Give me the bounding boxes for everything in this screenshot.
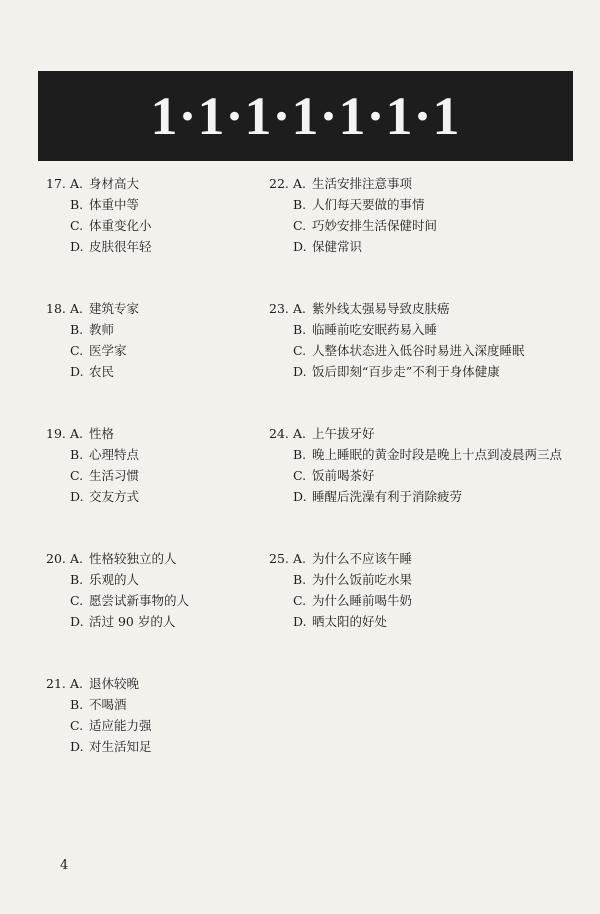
option-letter: C. — [70, 468, 84, 483]
option-letter: B. — [70, 197, 84, 212]
option-row — [293, 486, 589, 507]
question-20 — [46, 548, 261, 632]
option-text: 睡醒后洗澡有利于消除疲劳 — [312, 489, 463, 504]
option-text: 性格 — [89, 426, 115, 441]
option-row — [70, 569, 261, 590]
option-text: 生活安排注意事项 — [312, 176, 413, 191]
option-letter: C. — [70, 718, 84, 733]
option-letter: A. — [293, 176, 307, 191]
option-row — [269, 423, 589, 444]
option-letter: A. — [70, 301, 84, 316]
option-letter: A. — [70, 551, 84, 566]
question-18 — [46, 298, 261, 382]
option-text: 饭后即刻“百步走”不利于身体健康 — [312, 364, 500, 379]
option-text: 生活习惯 — [89, 468, 140, 483]
option-row — [70, 361, 261, 382]
option-row — [70, 319, 261, 340]
option-text: 晚上睡眠的黄金时段是晚上十点到凌晨两三点 — [312, 447, 563, 462]
option-text: 性格较独立的人 — [89, 551, 177, 566]
option-text: 活过 90 岁的人 — [89, 614, 176, 629]
option-letter: B. — [70, 572, 84, 587]
option-row — [293, 236, 589, 257]
option-row — [70, 465, 261, 486]
option-letter: D. — [70, 739, 84, 754]
option-text: 对生活知足 — [89, 739, 152, 754]
option-text: 教师 — [89, 322, 115, 337]
question-24 — [269, 423, 589, 507]
option-text: 人们每天要做的事情 — [312, 197, 425, 212]
option-text: 保健常识 — [312, 239, 363, 254]
option-letter: A. — [293, 551, 307, 566]
question-number: 21. — [46, 676, 66, 691]
option-text: 上午拔牙好 — [312, 426, 375, 441]
question-17 — [46, 173, 261, 257]
option-row — [70, 194, 261, 215]
option-letter: C. — [293, 468, 307, 483]
option-letter: B. — [293, 197, 307, 212]
option-letter: A. — [70, 676, 84, 691]
option-letter: D. — [70, 239, 84, 254]
option-row — [269, 298, 589, 319]
questions-right-column — [269, 173, 589, 632]
option-text: 晒太阳的好处 — [312, 614, 388, 629]
option-letter: B. — [293, 447, 307, 462]
header-banner — [38, 71, 573, 161]
option-letter: C. — [70, 218, 84, 233]
option-text: 乐观的人 — [89, 572, 140, 587]
option-row — [70, 694, 261, 715]
option-letter: D. — [70, 614, 84, 629]
option-row — [293, 340, 589, 361]
option-row — [293, 319, 589, 340]
option-text: 交友方式 — [89, 489, 140, 504]
option-letter: A. — [293, 301, 307, 316]
option-letter: B. — [70, 447, 84, 462]
option-row — [293, 444, 589, 465]
option-row — [293, 215, 589, 236]
question-number: 20. — [46, 551, 66, 566]
option-text: 愿尝试新事物的人 — [89, 593, 190, 608]
question-number: 17. — [46, 176, 66, 191]
option-text: 人整体状态进入低谷时易进入深度睡眠 — [312, 343, 525, 358]
question-23 — [269, 298, 589, 382]
option-letter: C. — [293, 593, 307, 608]
question-number: 19. — [46, 426, 66, 441]
option-letter: A. — [70, 426, 84, 441]
option-letter: C. — [293, 218, 307, 233]
option-row — [46, 673, 261, 694]
option-letter: A. — [293, 426, 307, 441]
option-row — [46, 173, 261, 194]
questions-left-column — [46, 173, 261, 757]
question-number: 22. — [269, 176, 289, 191]
option-text: 体重中等 — [89, 197, 140, 212]
option-row — [293, 465, 589, 486]
option-text: 皮肤很年轻 — [89, 239, 152, 254]
question-25 — [269, 548, 589, 632]
option-row — [70, 715, 261, 736]
option-row — [46, 423, 261, 444]
option-letter: B. — [293, 572, 307, 587]
option-text: 体重变化小 — [89, 218, 152, 233]
option-row — [70, 444, 261, 465]
option-letter: D. — [293, 239, 307, 254]
option-row — [269, 548, 589, 569]
option-letter: D. — [70, 364, 84, 379]
option-text: 身材高大 — [89, 176, 140, 191]
option-text: 为什么睡前喝牛奶 — [312, 593, 413, 608]
option-letter: C. — [70, 593, 84, 608]
option-letter: D. — [293, 489, 307, 504]
option-letter: D. — [293, 364, 307, 379]
option-text: 医学家 — [89, 343, 127, 358]
option-row — [46, 298, 261, 319]
option-row — [70, 736, 261, 757]
option-text: 适应能力强 — [89, 718, 152, 733]
option-text: 临睡前吃安眠药易入睡 — [312, 322, 438, 337]
option-text: 心理特点 — [89, 447, 140, 462]
option-letter: D. — [293, 614, 307, 629]
option-row — [269, 173, 589, 194]
option-text: 为什么不应该午睡 — [312, 551, 413, 566]
option-letter: C. — [293, 343, 307, 358]
option-row — [46, 548, 261, 569]
option-text: 巧妙安排生活保健时间 — [312, 218, 438, 233]
question-19 — [46, 423, 261, 507]
option-row — [70, 590, 261, 611]
option-row — [70, 236, 261, 257]
option-text: 紫外线太强易导致皮肤癌 — [312, 301, 450, 316]
option-text: 退休较晚 — [89, 676, 140, 691]
option-text: 饭前喝茶好 — [312, 468, 375, 483]
question-number: 25. — [269, 551, 289, 566]
page-number: 4 — [60, 858, 69, 873]
option-letter: B. — [293, 322, 307, 337]
option-row — [293, 611, 589, 632]
option-row — [70, 340, 261, 361]
option-letter: C. — [70, 343, 84, 358]
option-letter: A. — [70, 176, 84, 191]
banner-title: 1·1·1·1·1·1·1 — [150, 86, 461, 146]
option-text: 不喝酒 — [89, 697, 127, 712]
option-row — [70, 611, 261, 632]
question-number: 24. — [269, 426, 289, 441]
option-row — [70, 486, 261, 507]
question-21 — [46, 673, 261, 757]
question-22 — [269, 173, 589, 257]
option-letter: D. — [70, 489, 84, 504]
option-text: 为什么饭前吃水果 — [312, 572, 413, 587]
option-text: 农民 — [89, 364, 115, 379]
option-row — [293, 590, 589, 611]
question-number: 18. — [46, 301, 66, 316]
option-letter: B. — [70, 697, 84, 712]
option-row — [293, 569, 589, 590]
option-row — [293, 194, 589, 215]
option-letter: B. — [70, 322, 84, 337]
question-number: 23. — [269, 301, 289, 316]
option-text: 建筑专家 — [89, 301, 140, 316]
option-row — [293, 361, 589, 382]
option-row — [70, 215, 261, 236]
